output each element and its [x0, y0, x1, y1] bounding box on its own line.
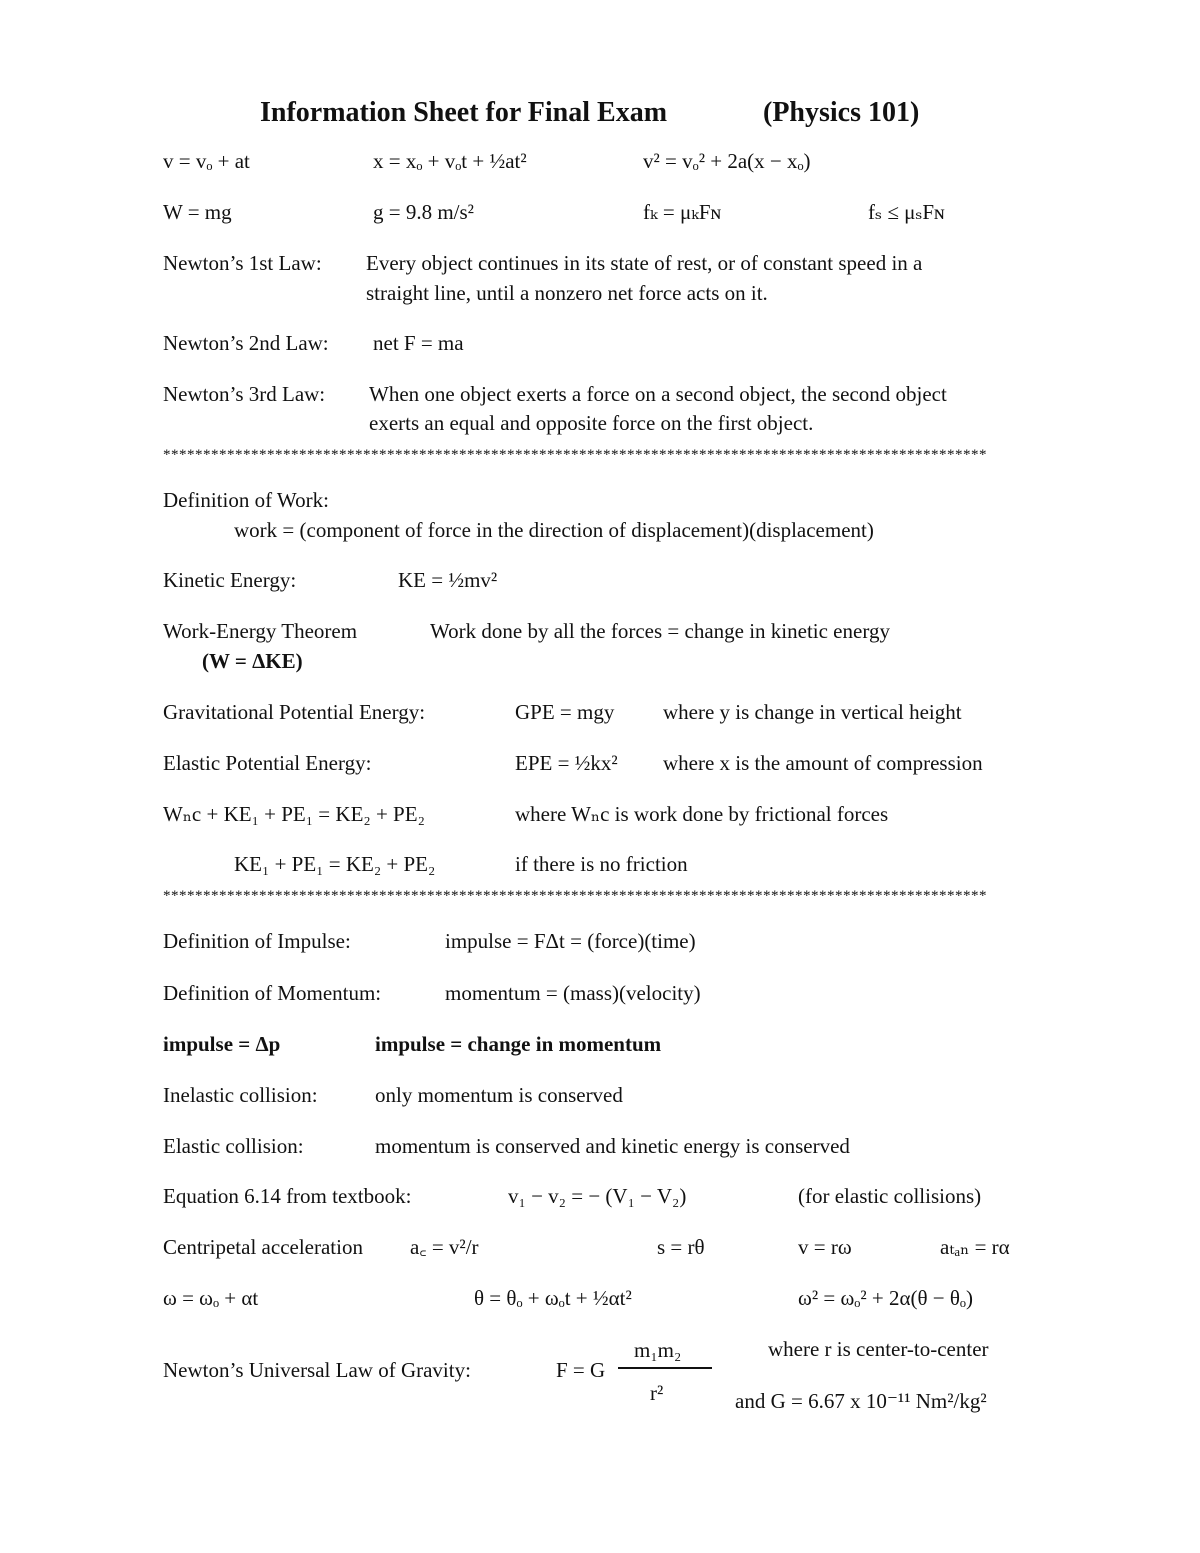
equation-614-eq: v₁ − v₂ = − (V₁ − V₂): [508, 1184, 687, 1208]
newton-2nd-law-label: Newton’s 2nd Law:: [163, 331, 329, 355]
angular-position-eq: θ = θₒ + ωₒt + ½αt²: [474, 1286, 632, 1310]
angular-velocity-eq: ω = ωₒ + αt: [163, 1286, 259, 1310]
kinetic-friction-eq: fₖ = μₖFɴ: [643, 200, 722, 224]
newton-3rd-law-label: Newton’s 3rd Law:: [163, 382, 326, 406]
elastic-text: momentum is conserved and kinetic energy is conserved: [375, 1134, 850, 1158]
angular-velocity-squared-eq: ω² = ωₒ² + 2α(θ − θₒ): [798, 1286, 973, 1310]
tangential-velocity-eq: v = rω: [798, 1235, 852, 1259]
work-energy-text: Work done by all the forces = change in kinetic energy: [430, 619, 890, 643]
newton-1st-law-text: Every object continues in its state of rest, or of constant speed in a: [366, 251, 923, 275]
epe-label: Elastic Potential Energy:: [163, 751, 372, 775]
gravity-numerator: m₁m₂: [634, 1338, 682, 1362]
gravity-f-eq: F = G: [556, 1358, 606, 1382]
newton-3rd-law-text-cont: exerts an equal and opposite force on the first object.: [369, 411, 814, 435]
gpe-eq: GPE = mgy: [515, 700, 615, 724]
epe-note: where x is the amount of compression: [663, 751, 983, 775]
kinematics-eq-1: v = vₒ + at: [163, 149, 250, 173]
energy-conservation-eq: Wₙc + KE₁ + PE₁ = KE₂ + PE₂: [163, 802, 425, 826]
newton-1st-law-text-cont: straight line, until a nonzero net force acts on it.: [366, 281, 768, 305]
ke-eq: KE = ½mv²: [398, 568, 498, 592]
fraction-bar: [618, 1367, 712, 1369]
momentum-eq: momentum = (mass)(velocity): [445, 981, 701, 1005]
inelastic-text: only momentum is conserved: [375, 1083, 623, 1107]
gravity-note-2: and G = 6.67 x 10⁻¹¹ Nm²/kg²: [735, 1389, 987, 1413]
elastic-label: Elastic collision:: [163, 1134, 304, 1158]
weight-eq: W = mg: [163, 200, 232, 224]
arc-length-eq: s = rθ: [657, 1235, 705, 1259]
gravity-note-1: where r is center-to-center: [768, 1337, 989, 1361]
gravity-denominator: r²: [650, 1381, 664, 1405]
course-label: (Physics 101): [763, 97, 920, 128]
separator: *******************************************************************************************************: [163, 888, 987, 904]
newton-1st-law-label: Newton’s 1st Law:: [163, 251, 322, 275]
static-friction-eq: fₛ ≤ μₛFɴ: [868, 200, 945, 224]
tangential-accel-eq: aₜₐₙ = rα: [940, 1235, 1010, 1259]
separator: *******************************************************************************************************: [163, 447, 987, 463]
energy-conservation-note: where Wₙc is work done by frictional forces: [515, 802, 889, 826]
inelastic-label: Inelastic collision:: [163, 1083, 318, 1107]
gpe-label: Gravitational Potential Energy:: [163, 700, 426, 724]
epe-eq: EPE = ½kx²: [515, 751, 618, 775]
impulse-momentum-text: impulse = change in momentum: [375, 1032, 662, 1056]
energy-conservation-nofriction-eq: KE₁ + PE₁ = KE₂ + PE₂: [234, 852, 436, 876]
kinematics-eq-2: x = xₒ + vₒt + ½at²: [373, 149, 527, 173]
newton-2nd-law-text: net F = ma: [373, 331, 464, 355]
kinematics-eq-3: v² = vₒ² + 2a(x − xₒ): [643, 149, 811, 173]
gravity-law-label: Newton’s Universal Law of Gravity:: [163, 1358, 471, 1382]
ke-label: Kinetic Energy:: [163, 568, 297, 592]
gravity-eq: g = 9.8 m/s²: [373, 200, 474, 224]
impulse-eq: impulse = FΔt = (force)(time): [445, 929, 696, 953]
work-energy-eq: (W = ΔKE): [202, 649, 303, 673]
work-energy-label: Work-Energy Theorem: [163, 619, 358, 643]
equation-614-label: Equation 6.14 from textbook:: [163, 1184, 412, 1208]
centripetal-eq: a꜀ = v²/r: [410, 1235, 479, 1259]
momentum-label: Definition of Momentum:: [163, 981, 382, 1005]
work-label: Definition of Work:: [163, 488, 329, 512]
centripetal-label: Centripetal acceleration: [163, 1235, 363, 1259]
energy-conservation-nofriction-note: if there is no friction: [515, 852, 688, 876]
work-definition: work = (component of force in the direction of displacement)(displacement): [234, 518, 874, 542]
equation-614-note: (for elastic collisions): [798, 1184, 982, 1208]
impulse-momentum-eq: impulse = Δp: [163, 1032, 281, 1056]
page-title: Information Sheet for Final Exam: [260, 97, 668, 128]
impulse-label: Definition of Impulse:: [163, 929, 351, 953]
newton-3rd-law-text: When one object exerts a force on a second object, the second object: [369, 382, 947, 406]
gpe-note: where y is change in vertical height: [663, 700, 962, 724]
